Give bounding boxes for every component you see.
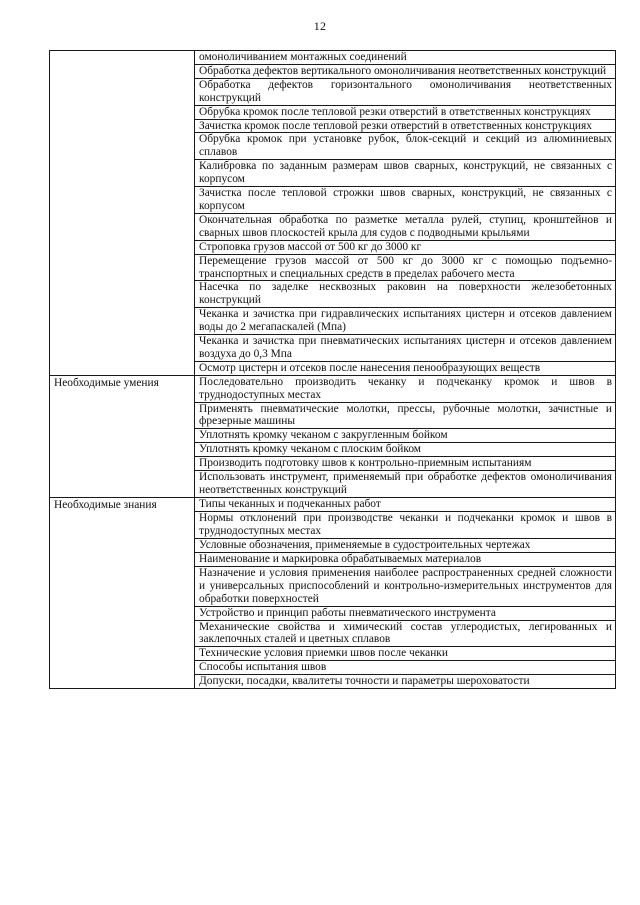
category-cell (50, 512, 195, 539)
requirement-cell: Обрубка кромок после тепловой резки отверстий в ответственных конструкциях (195, 105, 616, 119)
requirement-cell: Насечка по заделке несквозных раковин на поверхности железобетонных конструкций (195, 281, 616, 308)
table-row (50, 78, 616, 105)
table-row (50, 254, 616, 281)
category-cell (50, 240, 195, 254)
requirement-cell: Окончательная обработка по разметке металла рулей, ступиц, кронштейнов и сварных швов плоскостей крыла для судов с подводными крыльями (195, 213, 616, 240)
category-cell (50, 443, 195, 457)
table-row (50, 375, 616, 402)
requirement-cell: Обрубка кромок при установке рубок, блок-секций и секций из алюминиевых сплавов (195, 133, 616, 160)
table-row (50, 553, 616, 567)
requirement-cell: Технические условия приемки швов после чеканки (195, 647, 616, 661)
requirement-cell: Перемещение грузов массой от 500 кг до 3000 кг с помощью подъемно-транспортных и специальных средств в пределах рабочего места (195, 254, 616, 281)
page-number: 12 (313, 19, 327, 33)
category-cell (50, 553, 195, 567)
table-row (50, 281, 616, 308)
requirement-cell: Осмотр цистерн и отсеков после нанесения пенообразующих веществ (195, 361, 616, 375)
category-cell (50, 429, 195, 443)
requirement-cell: Строповка грузов массой от 500 кг до 3000 кг (195, 240, 616, 254)
requirement-cell: Способы испытания швов (195, 661, 616, 675)
requirement-cell: Уплотнять кромку чеканом с закругленным бойком (195, 429, 616, 443)
category-cell (50, 160, 195, 187)
category-cell (50, 51, 195, 65)
table-row (50, 443, 616, 457)
category-cell (50, 620, 195, 647)
table-row (50, 64, 616, 78)
table-row (50, 429, 616, 443)
requirement-cell: Использовать инструмент, применяемый при обработке дефектов омоноличивания неответственных конструкций (195, 471, 616, 498)
category-cell (50, 119, 195, 133)
category-cell (50, 606, 195, 620)
requirements-table (49, 50, 616, 689)
table-row (50, 105, 616, 119)
category-cell (50, 471, 195, 498)
table-row (50, 308, 616, 335)
table-row (50, 647, 616, 661)
requirement-cell: Нормы отклонений при производстве чеканки и подчеканки кромок и швов в труднодоступных местах (195, 512, 616, 539)
category-cell (50, 187, 195, 214)
requirement-cell: Производить подготовку швов к контрольно-приемным испытаниям (195, 457, 616, 471)
table-row (50, 497, 616, 511)
table-row (50, 539, 616, 553)
requirement-cell: Типы чеканных и подчеканных работ (195, 497, 616, 511)
table-row (50, 160, 616, 187)
table-row (50, 335, 616, 362)
requirement-cell: Наименование и маркировка обрабатываемых материалов (195, 553, 616, 567)
category-cell (50, 361, 195, 375)
category-cell (50, 335, 195, 362)
category-cell (50, 281, 195, 308)
table-row (50, 457, 616, 471)
table-row (50, 213, 616, 240)
table-row (50, 620, 616, 647)
category-cell (50, 566, 195, 606)
table-row (50, 512, 616, 539)
requirement-cell: Устройство и принцип работы пневматического инструмента (195, 606, 616, 620)
requirement-cell: Обработка дефектов вертикального омоноличивания неответственных конструкций (195, 64, 616, 78)
category-cell (50, 64, 195, 78)
table-row (50, 119, 616, 133)
category-cell (50, 254, 195, 281)
requirement-cell: Зачистка кромок после тепловой резки отверстий в ответственных конструкциях (195, 119, 616, 133)
category-cell (50, 213, 195, 240)
category-cell: Необходимые умения (50, 375, 195, 402)
category-cell (50, 133, 195, 160)
category-cell: Необходимые знания (50, 497, 195, 511)
requirement-cell: Обработка дефектов горизонтального омоноличивания неответственных конструкций (195, 78, 616, 105)
table-row (50, 606, 616, 620)
requirement-cell: Условные обозначения, применяемые в судостроительных чертежах (195, 539, 616, 553)
table-row (50, 661, 616, 675)
category-cell (50, 308, 195, 335)
requirement-cell: Механические свойства и химический состав углеродистых, легированных и заклепочных сталей и цветных сплавов (195, 620, 616, 647)
category-cell (50, 105, 195, 119)
category-cell (50, 402, 195, 429)
table-row (50, 361, 616, 375)
requirement-cell: Применять пневматические молотки, прессы, рубочные молотки, зачистные и фрезерные машины (195, 402, 616, 429)
requirement-cell: Чеканка и зачистка при пневматических испытаниях цистерн и отсеков давлением воздуха до 0,3 Мпа (195, 335, 616, 362)
requirement-cell: Допуски, посадки, квалитеты точности и параметры шероховатости (195, 675, 616, 689)
table-row (50, 187, 616, 214)
category-cell (50, 661, 195, 675)
table-row (50, 240, 616, 254)
table-row (50, 51, 616, 65)
category-cell (50, 647, 195, 661)
category-cell (50, 78, 195, 105)
table-row (50, 566, 616, 606)
category-cell (50, 457, 195, 471)
requirement-cell: Последовательно производить чеканку и подчеканку кромок и швов в труднодоступных местах (195, 375, 616, 402)
table-row (50, 675, 616, 689)
requirement-cell: Зачистка после тепловой строжки швов сварных, конструкций, не связанных с корпусом (195, 187, 616, 214)
requirement-cell: Уплотнять кромку чеканом с плоским бойком (195, 443, 616, 457)
requirements-table-body (50, 51, 616, 689)
category-cell (50, 539, 195, 553)
requirement-cell: Чеканка и зачистка при гидравлических испытаниях цистерн и отсеков давлением воды до 2 мегапаскалей (Мпа) (195, 308, 616, 335)
category-cell (50, 675, 195, 689)
requirement-cell: Калибровка по заданным размерам швов сварных, конструкций, не связанных с корпусом (195, 160, 616, 187)
table-row (50, 471, 616, 498)
requirement-cell: омоноличиванием монтажных соединений (195, 51, 616, 65)
requirement-cell: Назначение и условия применения наиболее распространенных средней сложности и универсальных приспособлений и контрольно-измерительных инструментов для обработки поверхностей (195, 566, 616, 606)
table-row (50, 402, 616, 429)
table-row (50, 133, 616, 160)
